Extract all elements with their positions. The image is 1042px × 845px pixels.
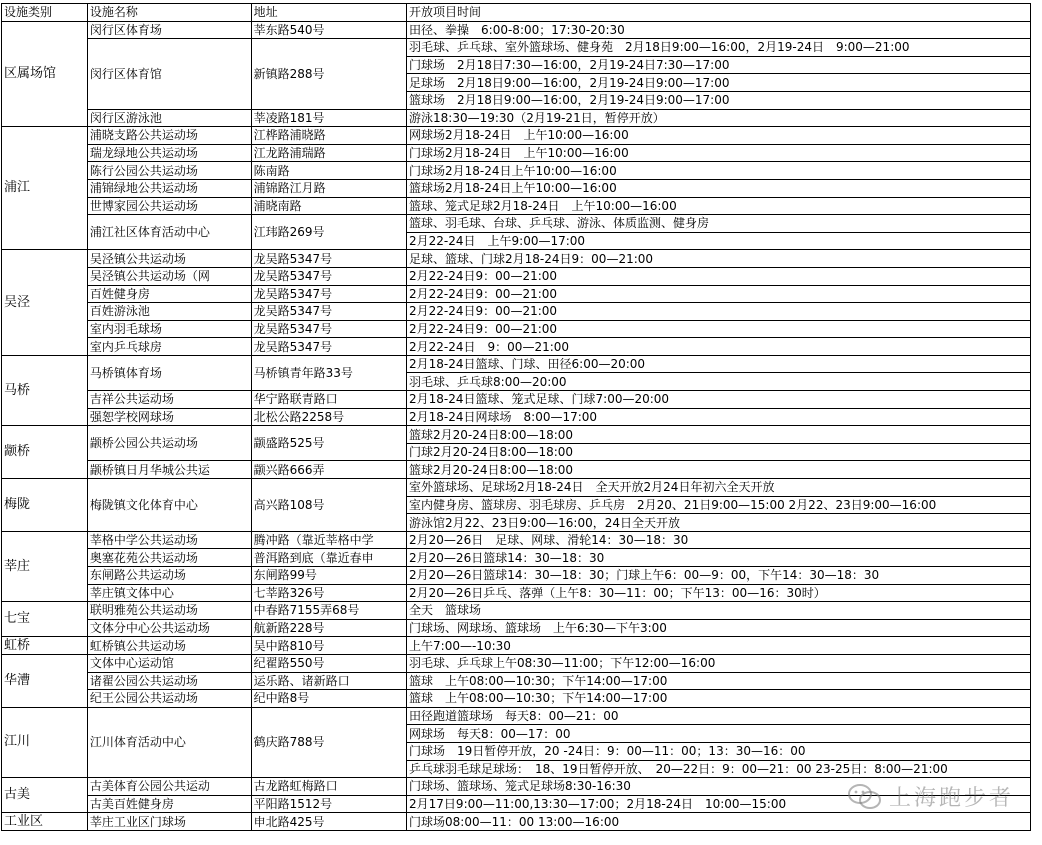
category-cell: 华漕 [2, 654, 88, 707]
facility-name-cell: 诸翟公园公共运动场 [87, 672, 251, 690]
category-cell: 七宝 [2, 602, 88, 637]
category-cell: 江川 [2, 707, 88, 777]
schedule-cell: 2月20—26日篮球14：30—18：30 [407, 549, 1031, 567]
schedule-cell: 田径跑道篮球场 每天8：00—21：00 [407, 707, 1031, 725]
schedule-cell: 2月20—26日 足球、网球、滑轮14：30—18：30 [407, 531, 1031, 549]
schedule-cell: 门球场2月18-24日上午10:00—16:00 [407, 162, 1031, 180]
facility-name-cell: 颛桥镇日月华城公共运 [87, 461, 251, 479]
table-row [2, 250, 1031, 268]
category-cell: 莘庄 [2, 531, 88, 601]
facility-name-cell: 奥塞花苑公共运动场 [87, 549, 251, 567]
schedule-cell: 篮球2月20-24日8:00—18:00 [407, 461, 1031, 479]
schedule-cell: 门球2月20-24日8:00—18:00 [407, 443, 1031, 461]
facility-name-cell: 世博家园公共运动场 [87, 197, 251, 215]
facility-name-cell: 吉祥公共运动场 [87, 391, 251, 409]
address-cell: 运乐路、诸新路口 [251, 672, 406, 690]
facility-name-cell: 浦晓支路公共运动场 [87, 127, 251, 145]
schedule-cell: 室外篮球场、足球场2月18-24日 全天开放2月24日年初六全天开放 [407, 479, 1031, 497]
address-cell: 华宁路联青路口 [251, 391, 406, 409]
table-row [2, 813, 1031, 831]
facility-name-cell: 百姓健身房 [87, 285, 251, 303]
address-cell: 平阳路1512号 [251, 795, 406, 813]
address-cell: 颛兴路666弄 [251, 461, 406, 479]
watermark-text: 上海跑步者 [888, 786, 1014, 811]
table-row [2, 127, 1031, 145]
table-row [2, 303, 1031, 321]
table-row [2, 654, 1031, 672]
address-cell: 古龙路虹梅路口 [251, 778, 406, 796]
facility-name-cell: 联明雅苑公共运动场 [87, 602, 251, 620]
table-row [2, 408, 1031, 426]
facility-name-cell: 虹桥镇公共运动场 [87, 637, 251, 655]
facility-name-cell: 浦锦绿地公共运动场 [87, 179, 251, 197]
header-row [2, 4, 1031, 22]
table-row [2, 672, 1031, 690]
schedule-cell: 门球场 19日暂停开放，20 -24日：9：00—11：00；13：30—16：00 [407, 742, 1031, 760]
schedule-cell: 篮球场 2月18日9:00—16:00，2月19-24日9:00—17:00 [407, 91, 1031, 109]
schedule-cell: 网球场 每天8：00—17：00 [407, 725, 1031, 743]
table-row [2, 795, 1031, 813]
facility-name-cell: 莘格中学公共运动场 [87, 531, 251, 549]
facility-name-cell: 莘庄镇文体中心 [87, 584, 251, 602]
address-cell: 浦晓南路 [251, 197, 406, 215]
table-row [2, 197, 1031, 215]
schedule-cell: 乒乓球羽毛球足球场： 18、19日暂停开放、 20—22日：9：00—21：00 23-25日：8:00—21:00 [407, 760, 1031, 778]
address-cell: 江桦路浦晓路 [251, 127, 406, 145]
facility-name-cell: 强恕学校网球场 [87, 408, 251, 426]
table-row [2, 391, 1031, 409]
schedule-cell: 田径、拳操 6:00-8:00；17:30-20:30 [407, 21, 1031, 39]
address-cell: 鹤庆路788号 [251, 707, 406, 777]
table-row [2, 690, 1031, 708]
schedule-cell: 全天 篮球场 [407, 602, 1031, 620]
table-row [2, 338, 1031, 356]
schedule-cell: 2月20—26日篮球14：30—18：30；门球上午6：00—9：00，下午14：30—18：30 [407, 567, 1031, 585]
schedule-cell: 篮球、笼式足球2月18-24日 上午10:00—16:00 [407, 197, 1031, 215]
schedule-cell: 门球场、网球场、篮球场 上午6:30—下午3:00 [407, 619, 1031, 637]
facility-name-cell: 百姓游泳池 [87, 303, 251, 321]
schedule-cell: 足球场 2月18日9:00—16:00，2月19-24日9:00—17:00 [407, 74, 1031, 92]
table-row [2, 584, 1031, 602]
address-cell: 东闸路99号 [251, 567, 406, 585]
table-row [2, 549, 1031, 567]
facility-name-cell: 颛桥公园公共运动场 [87, 426, 251, 461]
schedule-cell: 室内健身房、篮球房、羽毛球房、乒乓房 2月20、21日9:00—15:00 2月22、23日9:00—16:00 [407, 496, 1031, 514]
schedule-cell: 2月22-24日9：00—21:00 [407, 303, 1031, 321]
schedule-cell: 2月22-24日9：00—21:00 [407, 320, 1031, 338]
address-cell: 北松公路2258号 [251, 408, 406, 426]
facility-name-cell: 梅陇镇文化体育中心 [87, 479, 251, 532]
schedule-cell: 2月22-24日 上午9:00—17:00 [407, 232, 1031, 250]
table-row [2, 267, 1031, 285]
address-cell: 高兴路108号 [251, 479, 406, 532]
facility-name-cell: 东闸路公共运动场 [87, 567, 251, 585]
facility-schedule-table [1, 3, 1031, 831]
address-cell: 龙吴路5347号 [251, 250, 406, 268]
address-cell: 莘凌路181号 [251, 109, 406, 127]
table-row [2, 479, 1031, 497]
address-cell: 申北路425号 [251, 813, 406, 831]
address-cell: 莘东路540号 [251, 21, 406, 39]
category-cell: 梅陇 [2, 479, 88, 532]
schedule-cell: 游泳18:30—19:30（2月19-21日，暂停开放） [407, 109, 1031, 127]
schedule-cell: 游泳馆2月22、23日9:00—16:00，24日全天开放 [407, 514, 1031, 532]
table-row [2, 39, 1031, 57]
schedule-cell: 篮球 上午08:00—10:30；下午14:00—17:00 [407, 690, 1031, 708]
facility-name-cell: 江川体育活动中心 [87, 707, 251, 777]
table-row [2, 21, 1031, 39]
address-cell: 陈南路 [251, 162, 406, 180]
facility-name-cell: 古美体育公园公共运动 [87, 778, 251, 796]
facility-name-cell: 闵行区体育场 [87, 21, 251, 39]
facility-name-cell: 闵行区游泳池 [87, 109, 251, 127]
table-row [2, 320, 1031, 338]
address-cell: 颛盛路525号 [251, 426, 406, 461]
schedule-cell: 门球场、篮球场、笼式足球场8:30-16:30 [407, 778, 1031, 796]
address-cell: 龙吴路5347号 [251, 285, 406, 303]
schedule-cell: 羽毛球、乒乓球上午08:30—11:00；下午12:00—16:00 [407, 654, 1031, 672]
category-cell: 古美 [2, 778, 88, 813]
table-row [2, 355, 1031, 373]
table-row [2, 778, 1031, 796]
table-row [2, 619, 1031, 637]
facility-name-cell: 室内羽毛球场 [87, 320, 251, 338]
header-category: 设施类别 [2, 4, 88, 22]
schedule-cell: 门球场2月18-24日 上午10:00—16:00 [407, 144, 1031, 162]
table-row [2, 531, 1031, 549]
table-row [2, 637, 1031, 655]
facility-name-cell: 闵行区体育馆 [87, 39, 251, 109]
table-row [2, 707, 1031, 725]
table-row [2, 426, 1031, 444]
category-cell: 吴泾 [2, 250, 88, 356]
address-cell: 腾冲路（靠近莘格中学 [251, 531, 406, 549]
table-row [2, 109, 1031, 127]
table-row [2, 285, 1031, 303]
schedule-cell: 门球场 2月18日7:30—16:00，2月19-24日7:30—17:00 [407, 56, 1031, 74]
facility-name-cell: 吴泾镇公共运动场 [87, 250, 251, 268]
address-cell: 马桥镇青年路33号 [251, 355, 406, 390]
facility-name-cell: 吴泾镇公共运动场（网 [87, 267, 251, 285]
category-cell: 区属场馆 [2, 21, 88, 127]
schedule-cell: 篮球2月20-24日8:00—18:00 [407, 426, 1031, 444]
schedule-cell: 2月18-24日篮球、笼式足球、门球7:00—20:00 [407, 391, 1031, 409]
address-cell: 新镇路288号 [251, 39, 406, 109]
schedule-cell: 羽毛球、乒乓球、室外篮球场、健身苑 2月18日9:00—16:00，2月19-24日 9:00—21:00 [407, 39, 1031, 57]
schedule-cell: 2月18-24日篮球、门球、田径6:00—20:00 [407, 355, 1031, 373]
schedule-cell: 篮球、羽毛球、台球、乒乓球、游泳、体质监测、健身房 [407, 215, 1031, 233]
facility-name-cell: 马桥镇体育场 [87, 355, 251, 390]
facility-name-cell: 瑞龙绿地公共运动场 [87, 144, 251, 162]
address-cell: 航新路228号 [251, 619, 406, 637]
address-cell: 江龙路浦瑞路 [251, 144, 406, 162]
facility-name-cell: 文体分中心公共运动场 [87, 619, 251, 637]
address-cell: 龙吴路5347号 [251, 320, 406, 338]
schedule-cell: 篮球场2月18-24日上午10:00—16:00 [407, 179, 1031, 197]
address-cell: 纪中路8号 [251, 690, 406, 708]
address-cell: 龙吴路5347号 [251, 338, 406, 356]
table-row [2, 162, 1031, 180]
facility-name-cell: 陈行公园公共运动场 [87, 162, 251, 180]
facility-name-cell: 浦江社区体育活动中心 [87, 215, 251, 250]
facility-name-cell: 室内乒乓球房 [87, 338, 251, 356]
schedule-cell: 2月17日9:00—11:00,13:30—17:00；2月18-24日 10:00—15:00 [407, 795, 1031, 813]
schedule-cell: 2月22-24日 9：00—21:00 [407, 338, 1031, 356]
table-row [2, 179, 1031, 197]
header-facility-name: 设施名称 [87, 4, 251, 22]
schedule-cell: 2月22-24日9：00—21:00 [407, 267, 1031, 285]
table-row [2, 461, 1031, 479]
address-cell: 普洱路到底（靠近春申 [251, 549, 406, 567]
schedule-cell: 上午7:00—-10:30 [407, 637, 1031, 655]
category-cell: 虹桥 [2, 637, 88, 655]
schedule-cell: 门球场08:00—11：00 13:00—16:00 [407, 813, 1031, 831]
category-cell: 浦江 [2, 127, 88, 250]
address-cell: 浦锦路江月路 [251, 179, 406, 197]
facility-name-cell: 莘庄工业区门球场 [87, 813, 251, 831]
category-cell: 工业区 [2, 813, 88, 831]
schedule-cell: 2月18-24日网球场 8:00—17:00 [407, 408, 1031, 426]
address-cell: 龙吴路5347号 [251, 267, 406, 285]
facility-name-cell: 文体中心运动馆 [87, 654, 251, 672]
schedule-cell: 足球、篮球、门球2月18-24日9：00—21:00 [407, 250, 1031, 268]
schedule-cell: 羽毛球、乒乓球8:00—20:00 [407, 373, 1031, 391]
address-cell: 江玮路269号 [251, 215, 406, 250]
schedule-cell: 2月22-24日9：00—21:00 [407, 285, 1031, 303]
address-cell: 吴中路810号 [251, 637, 406, 655]
address-cell: 纪翟路550号 [251, 654, 406, 672]
header-address: 地址 [251, 4, 406, 22]
schedule-cell: 网球场2月18-24日 上午10:00—16:00 [407, 127, 1031, 145]
table-row [2, 567, 1031, 585]
address-cell: 七莘路326号 [251, 584, 406, 602]
schedule-cell: 篮球 上午08:00—10:30；下午14:00—17:00 [407, 672, 1031, 690]
table-row [2, 215, 1031, 233]
facility-name-cell: 古美百姓健身房 [87, 795, 251, 813]
table-row [2, 144, 1031, 162]
table-row [2, 602, 1031, 620]
schedule-cell: 2月20—26日乒乓、落弹（上午8：30—11：00；下午13：00—16：30时） [407, 584, 1031, 602]
facility-name-cell: 纪王公园公共运动场 [87, 690, 251, 708]
category-cell: 马桥 [2, 355, 88, 425]
address-cell: 龙吴路5347号 [251, 303, 406, 321]
header-schedule: 开放项目时间 [407, 4, 1031, 22]
category-cell: 颛桥 [2, 426, 88, 479]
address-cell: 中春路7155弄68号 [251, 602, 406, 620]
